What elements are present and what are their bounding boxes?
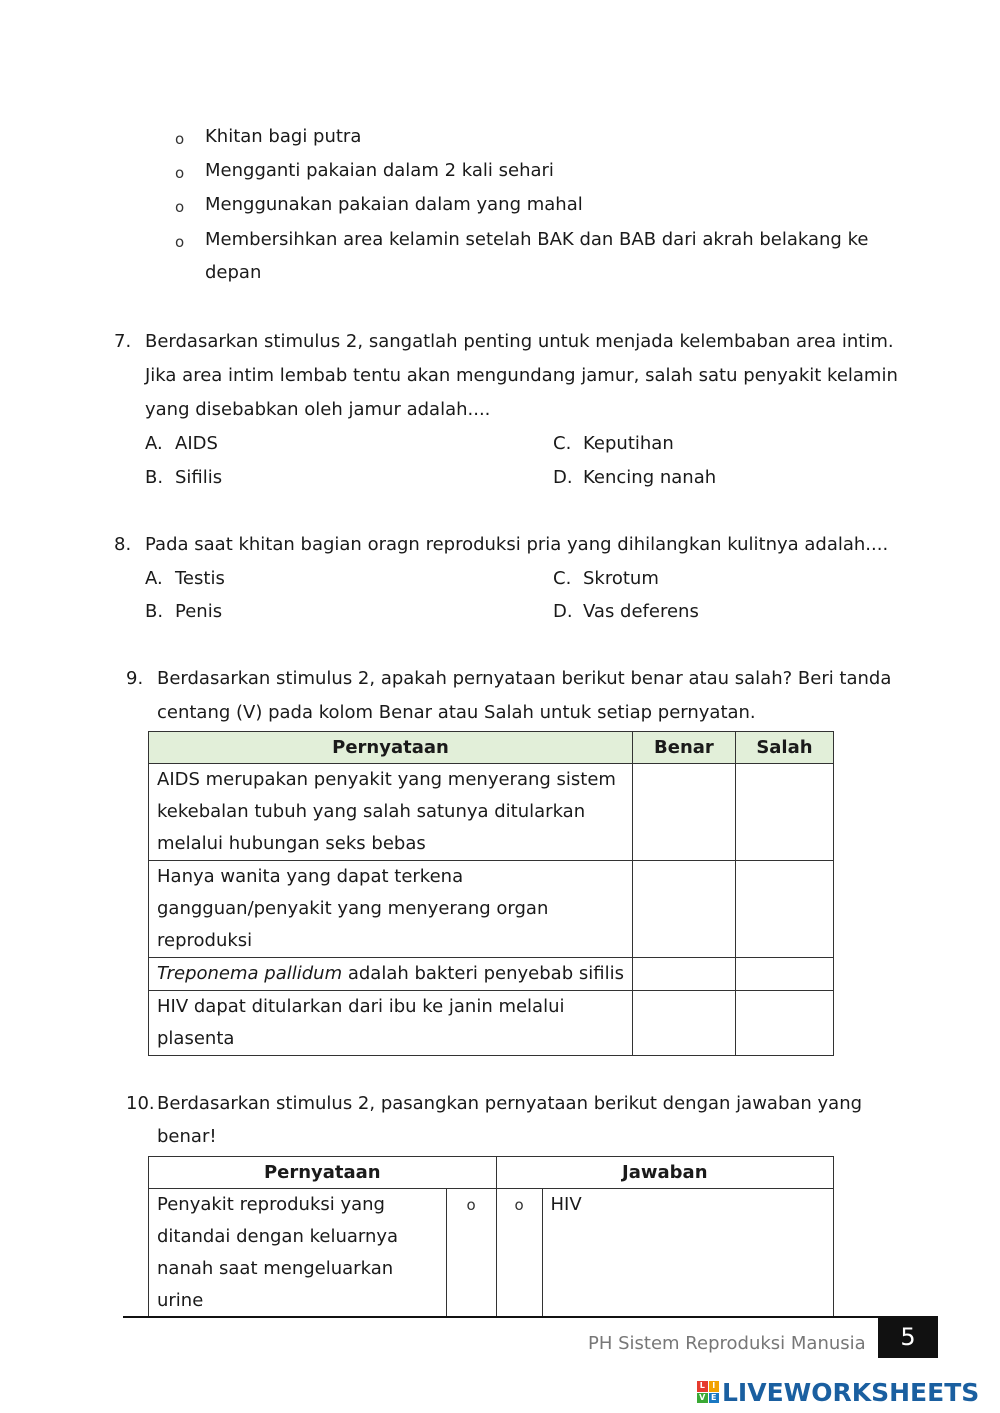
logo-letter: V bbox=[697, 1393, 708, 1404]
list-item: Mengganti pakaian dalam 2 kali sehari bbox=[205, 160, 554, 181]
option-a[interactable]: Testis bbox=[175, 568, 225, 589]
list-item-continuation: depan bbox=[205, 262, 262, 283]
option-letter: C. bbox=[553, 568, 572, 589]
option-d[interactable]: Kencing nanah bbox=[583, 467, 717, 488]
option-letter: B. bbox=[145, 467, 164, 488]
bullet-marker: o bbox=[175, 164, 185, 182]
header-answer: Jawaban bbox=[496, 1157, 833, 1189]
page-number: 5 bbox=[878, 1316, 938, 1358]
question-text: yang disebabkan oleh jamur adalah.... bbox=[145, 399, 491, 420]
statement-line: plasenta bbox=[157, 1028, 235, 1049]
species-name: Treponema pallidum bbox=[157, 963, 343, 984]
option-letter: A. bbox=[145, 433, 163, 454]
logo-letter: I bbox=[709, 1381, 720, 1392]
bullet-marker: o bbox=[175, 233, 185, 251]
liveworksheets-logo-icon bbox=[697, 1381, 719, 1403]
statement-cell bbox=[149, 991, 633, 1056]
statement-line: kekebalan tubuh yang salah satunya ditularkan bbox=[157, 801, 586, 822]
bullet-marker: o bbox=[175, 198, 185, 216]
statement-cell bbox=[149, 1189, 447, 1318]
header-false: Salah bbox=[735, 732, 833, 764]
logo-letter: L bbox=[697, 1381, 708, 1392]
matching-table bbox=[148, 1156, 834, 1318]
statement-line: nanah saat mengeluarkan urine bbox=[157, 1258, 394, 1311]
statement-cell bbox=[149, 958, 633, 991]
option-letter: B. bbox=[145, 601, 164, 622]
statement-line: Hanya wanita yang dapat terkena bbox=[157, 866, 464, 887]
question-number: 9. bbox=[126, 668, 144, 689]
header-true: Benar bbox=[632, 732, 735, 764]
match-dot-right[interactable]: o bbox=[496, 1189, 542, 1318]
statement-line: adalah bakteri penyebab sifilis bbox=[342, 963, 624, 984]
brand-name: LIVEWORKSHEETS bbox=[722, 1377, 980, 1407]
true-false-table bbox=[148, 731, 834, 1056]
question-text: Berdasarkan stimulus 2, pasangkan pernyataan berikut dengan jawaban yang bbox=[157, 1093, 863, 1114]
list-item: Khitan bagi putra bbox=[205, 126, 362, 147]
statement-line: melalui hubungan seks bebas bbox=[157, 833, 426, 854]
table-row bbox=[149, 991, 834, 1056]
table-row bbox=[149, 1189, 834, 1318]
question-text: Pada saat khitan bagian oragn reproduksi pria yang dihilangkan kulitnya adalah.... bbox=[145, 534, 889, 555]
statement-cell bbox=[149, 764, 633, 861]
option-a[interactable]: AIDS bbox=[175, 433, 218, 454]
false-answer-cell[interactable] bbox=[735, 991, 833, 1056]
footer-rule bbox=[123, 1316, 878, 1318]
option-b[interactable]: Sifilis bbox=[175, 467, 223, 488]
true-answer-cell[interactable] bbox=[632, 861, 735, 958]
false-answer-cell[interactable] bbox=[735, 764, 833, 861]
footer-title: PH Sistem Reproduksi Manusia bbox=[588, 1333, 866, 1354]
statement-line: AIDS merupakan penyakit yang menyerang sistem bbox=[157, 769, 616, 790]
false-answer-cell[interactable] bbox=[735, 958, 833, 991]
option-letter: C. bbox=[553, 433, 572, 454]
answer-cell: HIV bbox=[542, 1189, 833, 1318]
statement-line: gangguan/penyakit yang menyerang organ bbox=[157, 898, 549, 919]
question-text: Berdasarkan stimulus 2, sangatlah penting untuk menjada kelembaban area intim. bbox=[145, 331, 894, 352]
option-letter: D. bbox=[553, 467, 573, 488]
question-text: centang (V) pada kolom Benar atau Salah untuk setiap pernyatan. bbox=[157, 702, 756, 723]
table-row bbox=[149, 861, 834, 958]
list-item: Menggunakan pakaian dalam yang mahal bbox=[205, 194, 583, 215]
statement-line: reproduksi bbox=[157, 930, 253, 951]
option-d[interactable]: Vas deferens bbox=[583, 601, 699, 622]
option-c[interactable]: Keputihan bbox=[583, 433, 674, 454]
table-row bbox=[149, 958, 834, 991]
header-statement: Pernyataan bbox=[149, 1157, 497, 1189]
brand-watermark bbox=[697, 1377, 979, 1407]
question-number: 7. bbox=[114, 331, 132, 352]
statement-line: HIV dapat ditularkan dari ibu ke janin melalui bbox=[157, 996, 565, 1017]
option-letter: A. bbox=[145, 568, 163, 589]
header-statement: Pernyataan bbox=[149, 732, 633, 764]
option-b[interactable]: Penis bbox=[175, 601, 223, 622]
option-letter: D. bbox=[553, 601, 573, 622]
question-number: 10. bbox=[126, 1093, 155, 1114]
false-answer-cell[interactable] bbox=[735, 861, 833, 958]
question-text: Jika area intim lembab tentu akan mengundang jamur, salah satu penyakit kelamin bbox=[145, 365, 898, 386]
option-c[interactable]: Skrotum bbox=[583, 568, 659, 589]
match-dot-left[interactable]: o bbox=[446, 1189, 496, 1318]
table-row bbox=[149, 764, 834, 861]
true-answer-cell[interactable] bbox=[632, 991, 735, 1056]
question-number: 8. bbox=[114, 534, 132, 555]
true-answer-cell[interactable] bbox=[632, 764, 735, 861]
question-text: benar! bbox=[157, 1126, 217, 1147]
bullet-marker: o bbox=[175, 130, 185, 148]
list-item: Membersihkan area kelamin setelah BAK dan BAB dari akrah belakang ke bbox=[205, 229, 869, 250]
statement-cell bbox=[149, 861, 633, 958]
question-text: Berdasarkan stimulus 2, apakah pernyataan berikut benar atau salah? Beri tanda bbox=[157, 668, 892, 689]
true-answer-cell[interactable] bbox=[632, 958, 735, 991]
logo-letter: E bbox=[709, 1393, 720, 1404]
statement-line: Penyakit reproduksi yang bbox=[157, 1194, 385, 1215]
statement-line: ditandai dengan keluarnya bbox=[157, 1226, 399, 1247]
